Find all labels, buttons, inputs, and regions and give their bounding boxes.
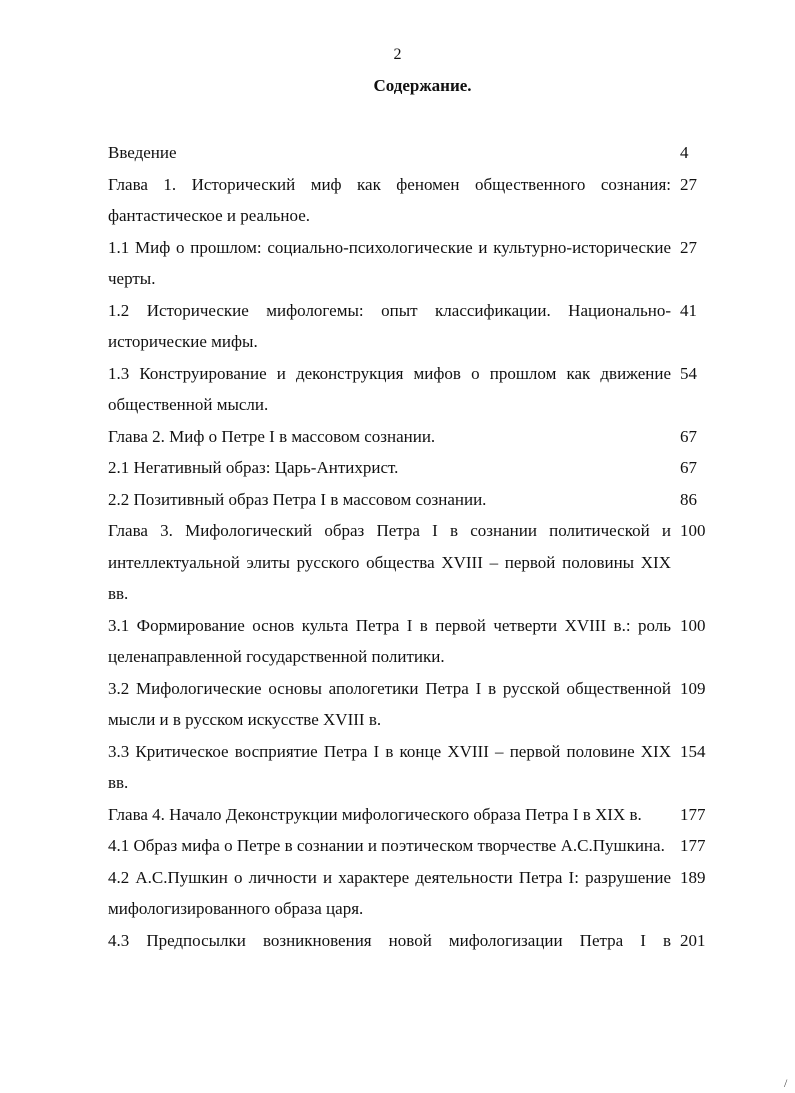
toc-entry-page: 154	[680, 741, 706, 761]
toc-entry	[108, 673, 716, 736]
toc-entry	[108, 736, 716, 799]
toc-entry-text: 3.2 Мифологические основы апологетики Петра I в русской общественной мысли и в русском искусстве XVIII в.	[108, 678, 671, 729]
page-title: Содержание.	[373, 76, 472, 95]
toc-entry-text: 3.1 Формирование основ культа Петра I в первой четверти XVIII в.: роль целенаправленной государственной политики.	[108, 615, 671, 666]
toc-entry-page: 27	[680, 174, 697, 194]
toc-entry	[108, 799, 716, 831]
toc-entry	[108, 862, 716, 925]
toc-entry-page: 109	[680, 678, 706, 698]
toc-entry-page: 4	[680, 143, 689, 162]
toc-entry	[108, 137, 716, 169]
toc-entry-page: 100	[680, 615, 706, 635]
toc-entry-text: 1.3 Конструирование и деконструкция мифов о прошлом как движение общественной мысли.	[108, 363, 671, 414]
table-of-contents	[108, 137, 716, 956]
toc-entry-text: Глава 3. Мифологический образ Петра I в сознании политической и интеллектуальной элиты русского общества XVIII – первой половины XIX вв.	[108, 521, 671, 603]
corner-mark: /	[784, 1076, 788, 1090]
toc-entry	[108, 484, 716, 516]
toc-entry-page: 201	[680, 930, 706, 950]
toc-entry-page: 177	[680, 804, 706, 824]
toc-entry	[108, 830, 716, 862]
toc-entry-text: 1.1 Миф о прошлом: социально-психологические и культурно-исторические черты.	[108, 237, 671, 288]
toc-entry	[108, 421, 716, 453]
toc-entry	[108, 358, 716, 421]
toc-entry	[108, 515, 716, 610]
toc-entry-page: 67	[680, 426, 697, 446]
toc-entry-text: Глава 2. Миф о Петре I в массовом сознании.	[108, 426, 436, 446]
toc-entry-page: 177	[680, 836, 706, 855]
toc-entry-page: 67	[680, 458, 697, 477]
toc-entry-text: 1.2 Исторические мифологемы: опыт классификации. Национально-исторические мифы.	[108, 300, 671, 351]
toc-entry-page: 100	[680, 521, 706, 540]
toc-entry-text: 3.3 Критическое восприятие Петра I в конце XVIII – первой половине XIX вв.	[108, 741, 671, 792]
toc-entry	[108, 295, 716, 358]
toc-entry-text: 2.1 Негативный образ: Царь-Антихрист.	[108, 458, 399, 477]
toc-entry-text: 4.1 Образ мифа о Петре в сознании и поэтическом творчестве А.С.Пушкина.	[108, 836, 665, 855]
page-number: 2	[393, 46, 402, 63]
toc-entry-page: 86	[680, 489, 697, 509]
toc-entry-text: 2.2 Позитивный образ Петра I в массовом сознании.	[108, 489, 487, 509]
toc-entry-page: 189	[680, 867, 706, 887]
toc-entry-text: 4.2 А.С.Пушкин о личности и характере деятельности Петра I: разрушение мифологизированного образа царя.	[108, 867, 671, 918]
toc-entry	[108, 169, 716, 232]
toc-entry	[108, 232, 716, 295]
toc-entry-text: Введение	[108, 143, 177, 162]
toc-entry	[108, 610, 716, 673]
toc-entry	[108, 452, 716, 484]
toc-entry-text: Глава 1. Исторический миф как феномен общественного сознания: фантастическое и реальное.	[108, 174, 671, 225]
toc-entry-page: 54	[680, 363, 697, 383]
toc-entry-text: Глава 4. Начало Деконструкции мифологического образа Петра I в XIX в.	[108, 804, 642, 824]
toc-entry	[108, 925, 716, 957]
toc-entry-page: 27	[680, 237, 697, 257]
toc-entry-text: 4.3 Предпосылки возникновения новой мифологизации Петра I в	[108, 930, 671, 950]
toc-entry-page: 41	[680, 300, 697, 320]
